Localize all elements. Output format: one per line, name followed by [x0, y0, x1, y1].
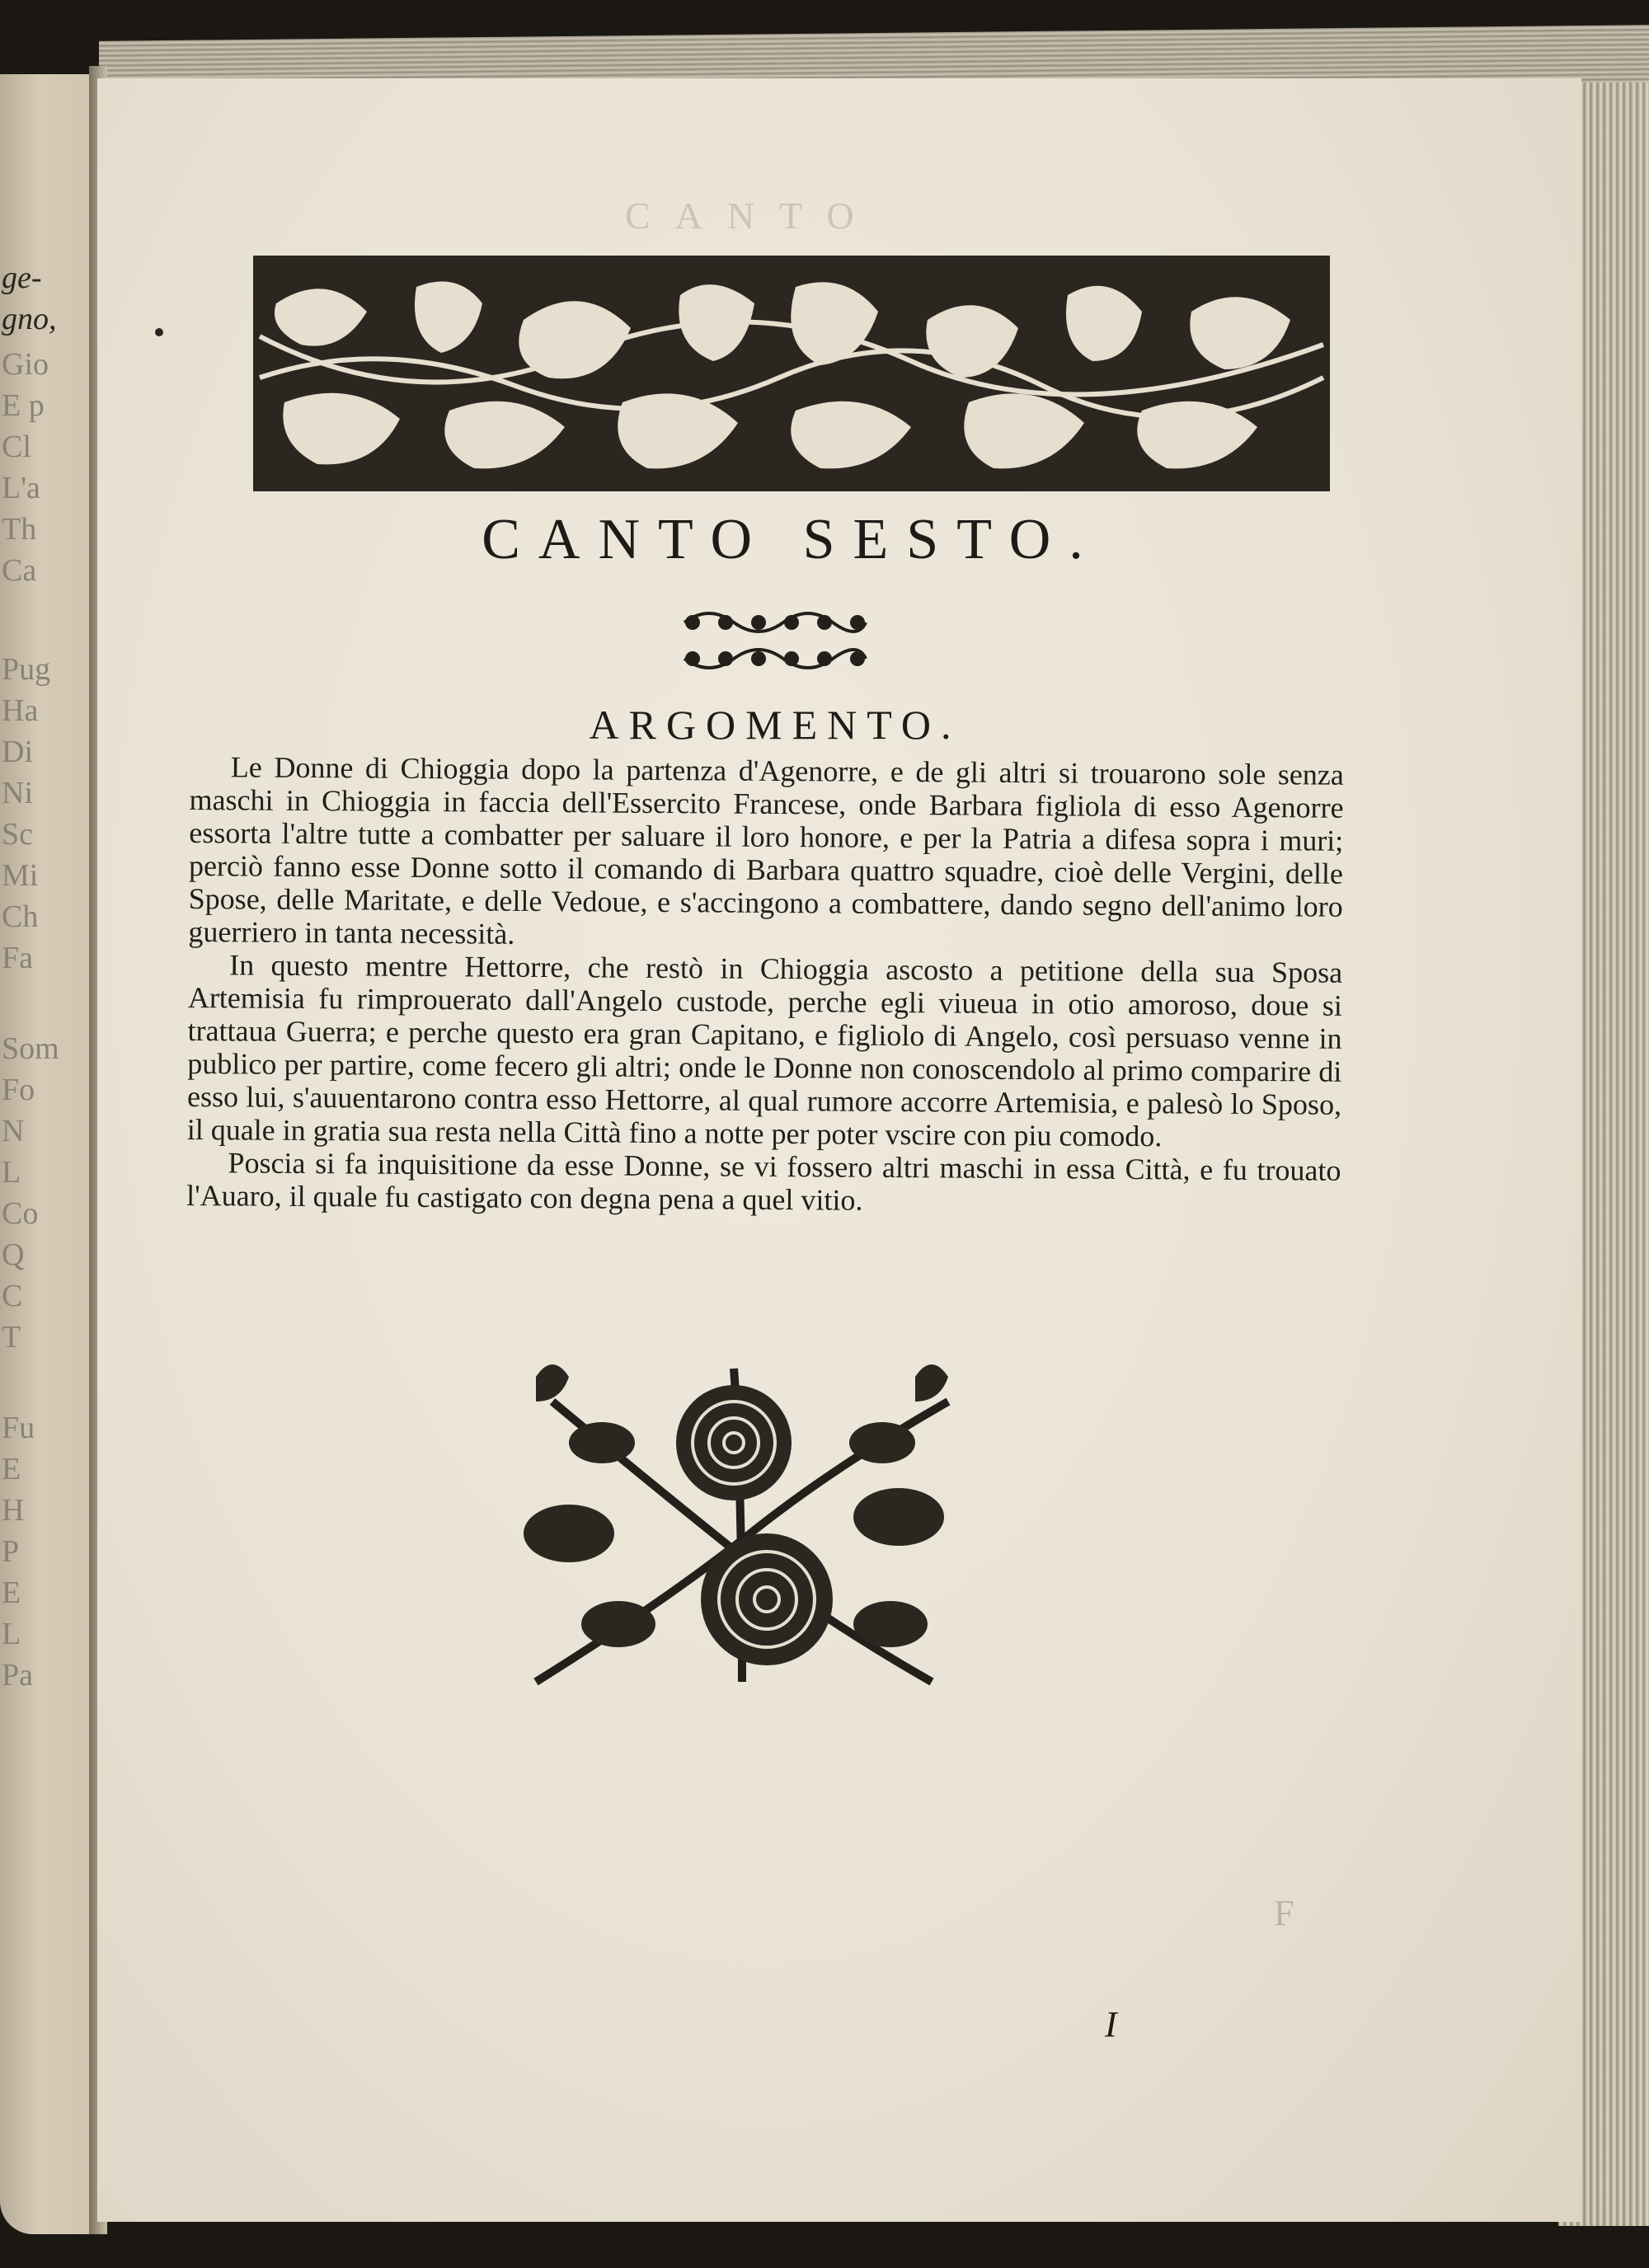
left-page-fragment: Gio: [2, 347, 49, 382]
left-page-fragment: T: [2, 1320, 21, 1355]
left-page-fragment: Ha: [2, 693, 39, 728]
left-page-fragment: Pa: [2, 1658, 33, 1693]
left-page-fragment: E p: [2, 388, 45, 423]
paragraph: Poscia si fa inquisitione da esse Donne, se vi fossero altri maschi in essa Città, e fu trouato l'Auaro, il quale fu castigato con degna pena a quel vitio.: [186, 1146, 1341, 1217]
left-page-fragment: Pug: [2, 652, 51, 687]
left-page-fragment: Sc: [2, 817, 33, 852]
paragraph: In questo mentre Hettorre, che restò in Chioggia ascosto a petitione della sua Sposa Artemisia fu rimprouerato dall'Angelo custode, perche egli viueua in otio amoroso, doue si trattaua Guerra; e perche questo era gran Capitano, e figliolo di Angelo, così persuaso venne in publico per partire, come fecero gli altri; onde le Donne non conoscendolo al primo comparire di esso lui, s'auuentarono contra esso Hettorre, al qual rumore accorre Artemisia, e palesò lo Sposo, il quale in gratia sua resta nella Città fino a notte per poter vscire con piu comodo.: [186, 948, 1343, 1153]
corner-mark: F: [1274, 1893, 1294, 1933]
left-page-fragment: Som: [2, 1031, 59, 1066]
left-page-fragment: Q: [2, 1237, 25, 1272]
left-page-fragment: Co: [2, 1196, 39, 1231]
woodcut-headpiece: [251, 254, 1332, 493]
ink-dot: [155, 328, 163, 336]
left-page-fragment: P: [2, 1534, 20, 1569]
running-head-showthrough: CANTO: [625, 195, 879, 237]
left-page-fragment: Fu: [2, 1411, 35, 1445]
left-page-fragment: H: [2, 1493, 25, 1528]
canto-title: CANTO SESTO.: [482, 508, 1102, 571]
left-page-fragment: gno,: [2, 302, 57, 336]
rose-woodcut-tailpiece: [503, 1352, 973, 1698]
left-page-fragment: Ch: [2, 899, 39, 934]
paragraph: Le Donne di Chioggia dopo la partenza d'Agenorre, e de gli altri si trouarono sole senza maschi in Chioggia in faccia dell'Essercito Francese, onde Barbara figliola di esso Agenorre essorta l'altre tutte a combatter per saluare il loro honore, e per la Patria a difesa sopra i muri; perciò fanno esse Donne sotto il comando di Barbara quattro squadre, cioè delle Vergini, delle Spose, delle Maritate, e delle Vedoue, e s'accingono a combattere, dando segno dell'animo loro guerriero in tanta necessità.: [188, 750, 1344, 951]
left-page-fragment: E: [2, 1575, 21, 1610]
left-page: [0, 74, 97, 2234]
left-page-fragment: Ni: [2, 776, 33, 810]
left-page-fragment: L'a: [2, 471, 40, 505]
left-page-fragment: L: [2, 1617, 21, 1651]
argument-heading: ARGOMENTO.: [589, 702, 961, 748]
signature-mark: I: [1105, 2004, 1117, 2045]
left-page-fragment: Ca: [2, 553, 37, 588]
left-page-fragment: Fo: [2, 1073, 35, 1107]
left-page-fragment: C: [2, 1279, 23, 1313]
fleuron-ornament: [676, 604, 874, 679]
argument-text: [186, 750, 1344, 1220]
left-page-fragment: Th: [2, 512, 37, 547]
left-page-fragment: Cl: [2, 430, 31, 464]
left-page-fragment: E: [2, 1452, 21, 1486]
left-page-fragment: Fa: [2, 941, 33, 975]
left-page-fragment: Mi: [2, 858, 39, 893]
left-page-fragment: Di: [2, 735, 33, 769]
left-page-fragment: N: [2, 1114, 25, 1148]
left-page-fragment: L: [2, 1155, 21, 1190]
left-page-fragment: ge-: [2, 261, 42, 295]
